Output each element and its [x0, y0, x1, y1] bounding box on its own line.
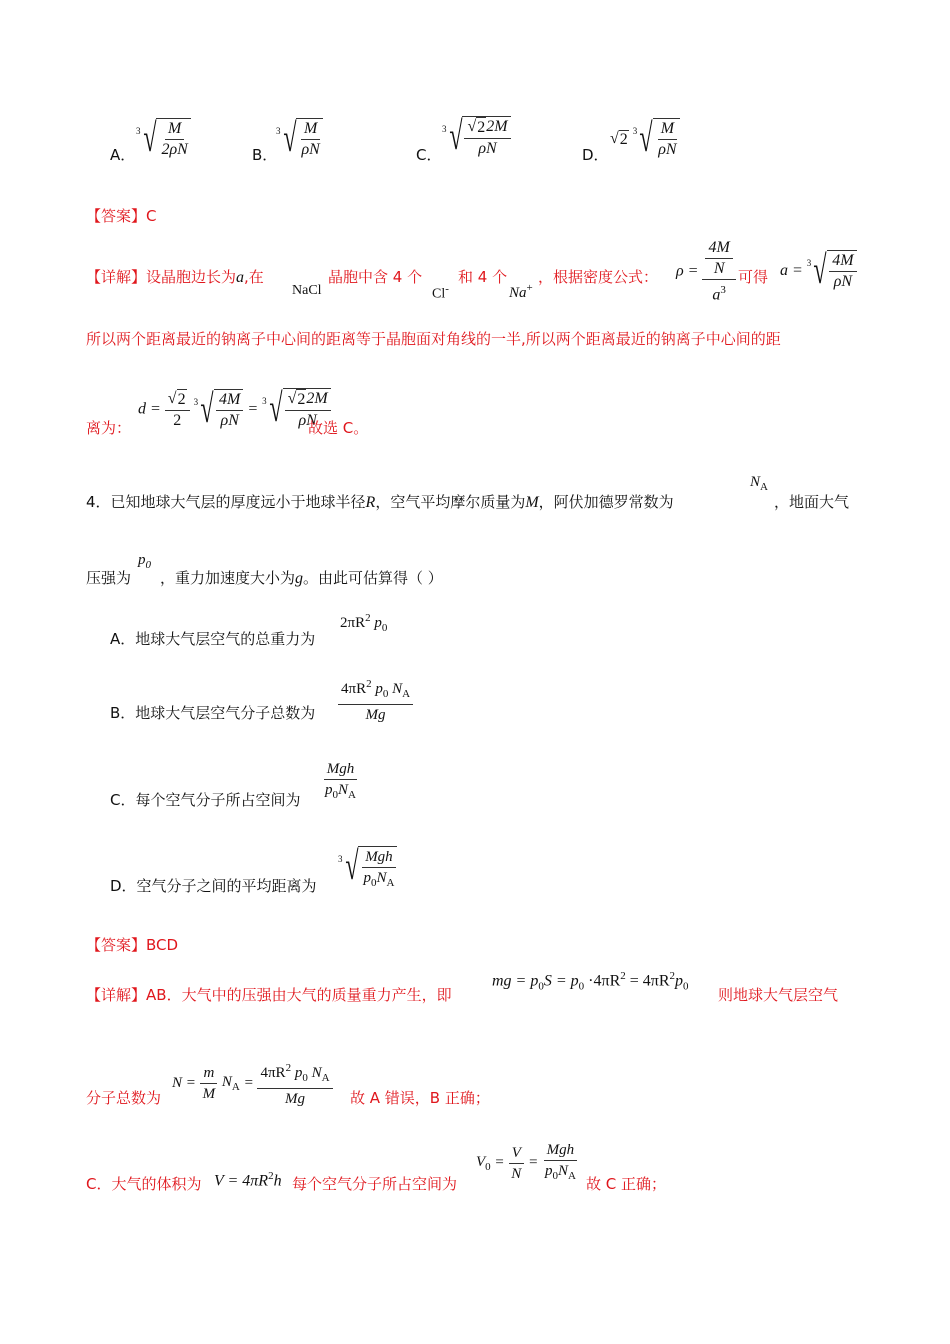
q3-answer: [86, 205, 157, 226]
q3-option-c-label: C．: [416, 146, 442, 164]
q4-stem-line1: 4．已知地球大气层的厚度远小于地球半径R，空气平均摩尔质量为M，阿伏加德罗常数为: [86, 493, 674, 511]
p0-symbol: $p_0$: [138, 552, 151, 571]
density-formula: ρ = $\frac{\frac{4M}{N}}{a^3}$: [676, 238, 736, 305]
q3-option-b-formula: 3 √ $\frac{M}{\rho N}$: [276, 118, 323, 160]
q4-stem-line1-d: ，地面大气: [774, 493, 850, 511]
answer-tag: 【答案】: [86, 207, 147, 225]
q4-detail-ab-line2-b: 故 A 错误，B 正确；: [350, 1089, 490, 1107]
answer-value: BCD: [146, 936, 179, 954]
avogadro-symbol: $N_A$: [750, 474, 768, 493]
q3-detail-line1-c: 晶胞中含 4 个: [328, 268, 423, 286]
q4-detail-c-c: 故 C 正确；: [586, 1175, 667, 1193]
q3-option-a-label: A．: [110, 146, 136, 164]
q3-detail-line3-b: 故选 C。: [308, 419, 369, 437]
q3-detail-line1-d: 和 4 个: [458, 268, 508, 286]
q4-option-a: A．地球大气层空气的总重力为: [110, 630, 316, 648]
detail-tag: 【详解】: [86, 268, 147, 286]
q3-detail-line2: 所以两个距离最近的钠离子中心间的距离等于晶胞面对角线的一半,所以两个距离最近的钠离子中心间的距: [86, 330, 781, 348]
q4-c-volume-formula: $V = 4\pi R^2h$: [214, 1170, 282, 1190]
q4-option-d-formula: 3 √ $\frac{\text{Mgh}}{p_0N_A}$: [338, 846, 397, 893]
q3-option-b-label: B．: [252, 146, 278, 164]
q4-detail-c-a: C．大气的体积为: [86, 1175, 202, 1193]
q4-option-c-formula: $\frac{\text{Mgh}}{p_0N_A}$: [325, 761, 356, 801]
q4-detail-ab-line1-b: 则地球大气层空气: [718, 986, 839, 1004]
q3-detail-line1-e: ，根据密度公式：: [538, 268, 659, 286]
answer-tag: 【答案】: [86, 936, 147, 954]
q3-detail-line3-a: 离为：: [86, 419, 132, 437]
q4-ab-count-formula: N = $\frac{m}{M}$ $N_A$ = $\frac{4\pi R^2 p_0 N_A}{Mg}$: [172, 1058, 333, 1109]
na-ion: Na+: [509, 282, 533, 301]
q3-detail-line1: 【详解】设晶胞边长为a,在: [86, 268, 264, 286]
cl-ion: Cl-: [432, 283, 449, 302]
d-formula: d = √ 2 2 3 √ $\frac{4M}{\rho N}$ = 3 √ √ 2 2M ρN: [138, 388, 331, 431]
a-formula: a = 3 √ $\frac{4M}{\rho N}$: [780, 250, 857, 292]
q4-option-a-formula: $2\pi R^2$ $p_0$: [340, 612, 388, 634]
nacl-formula: NaCl: [292, 283, 322, 298]
q4-stem-line2-a: 压强为: [86, 569, 132, 587]
q3-detail-line1-f: 可得: [738, 268, 769, 286]
q3-option-d-label: D．: [582, 146, 609, 164]
q4-detail-c-b: 每个空气分子所占空间为: [292, 1175, 458, 1193]
answer-value: C: [146, 207, 157, 225]
q4-option-c: C．每个空气分子所占空间为: [110, 791, 301, 809]
q4-option-b-formula: $\frac{4\pi R^2 p_0 N_A}{Mg}$: [338, 674, 413, 725]
q3-option-a-formula: 3 √ $\frac{M}{2\rho N}$: [136, 118, 191, 160]
q4-answer: [86, 934, 178, 955]
q4-option-b: B．地球大气层空气分子总数为: [110, 704, 316, 722]
q4-option-d: D．空气分子之间的平均距离为: [110, 877, 317, 895]
q4-stem-line2-b: ，重力加速度大小为g。由此可估算得（ ）: [160, 569, 443, 587]
q3-option-d-formula: √ 2 3 √ $\frac{M}{\rho N}$: [610, 118, 680, 160]
q4-ab-pressure-formula: mg = $p_0S = p_0 \cdot 4\pi R^2 = 4\pi R^2p_0$: [492, 970, 689, 993]
q4-c-space-formula: $V_0$ = $\frac{V}{N}$ = $\frac{\text{Mgh}}{p_0N_A}$: [476, 1142, 576, 1182]
q4-detail-ab-line2-a: 分子总数为: [86, 1089, 162, 1107]
q4-detail-ab-line1: 【详解】AB．大气中的压强由大气的质量重力产生，即: [86, 986, 452, 1004]
q3-option-c-formula: 3 √ √ 2 2M ρN: [442, 116, 511, 159]
